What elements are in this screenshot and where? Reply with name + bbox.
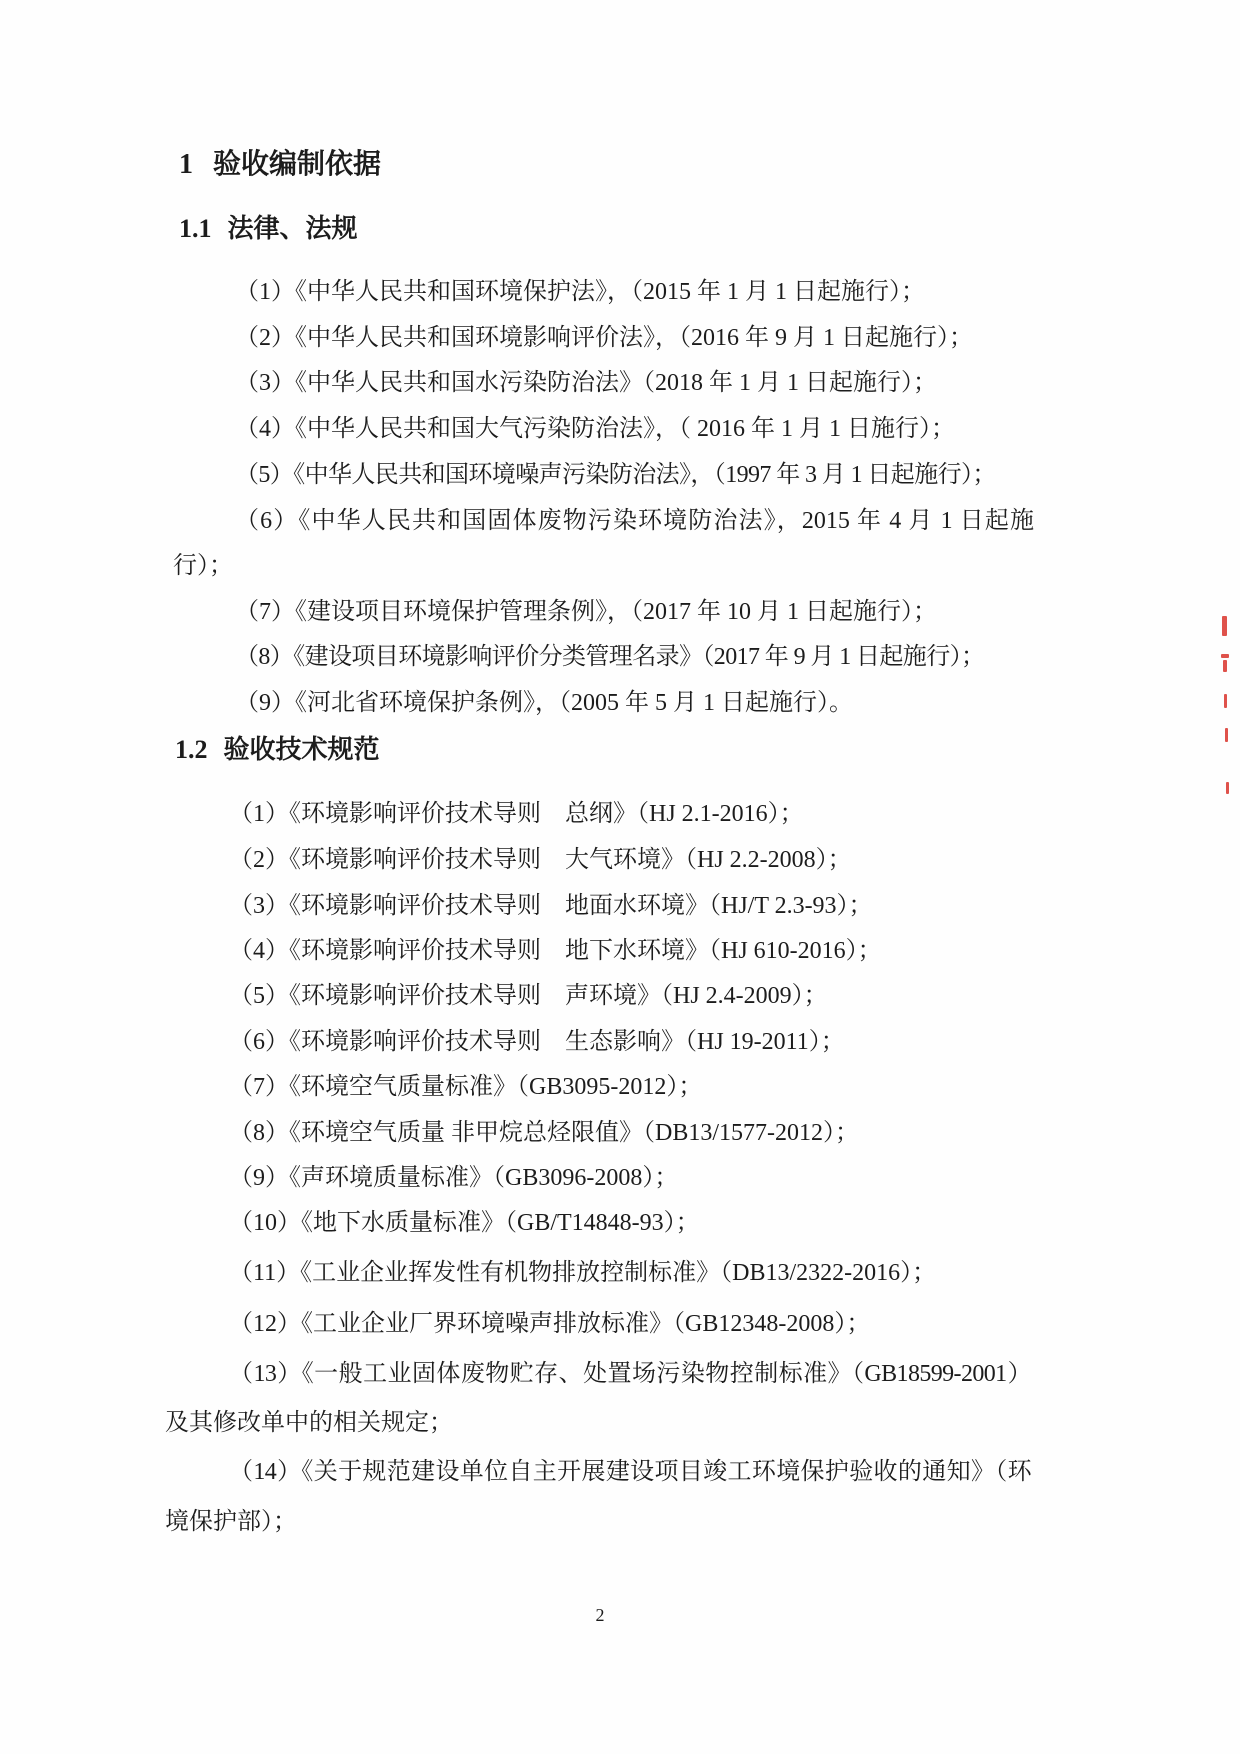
section-title: 法律、法规: [227, 214, 358, 243]
standard-item-11: （11）《工业企业挥发性有机物排放控制标准》（DB13/2322-2016）；: [229, 1260, 937, 1286]
law-item-2: （2）《中华人民共和国环境影响评价法》，（2016 年 9 月 1 日起施行）；: [235, 325, 973, 351]
section-title: 验收技术规范: [223, 735, 380, 764]
stamp-edge-mark: [1224, 694, 1227, 708]
standard-item-2: （2）《环境影响评价技术导则 大气环境》（HJ 2.2-2008）；: [229, 847, 852, 873]
standard-item-13-continuation: 及其修改单中的相关规定；: [165, 1410, 453, 1436]
law-item-1: （1）《中华人民共和国环境保护法》，（2015 年 1 月 1 日起施行）；: [235, 279, 925, 305]
standard-item-6: （6）《环境影响评价技术导则 生态影响》（HJ 19-2011）；: [229, 1029, 845, 1055]
stamp-edge-mark: [1222, 616, 1227, 636]
standard-item-4: （4）《环境影响评价技术导则 地下水环境》（HJ 610-2016）；: [229, 938, 882, 964]
standard-item-9: （9）《声环境质量标准》（GB3096-2008）；: [229, 1165, 679, 1191]
standard-item-13: （13）《一般工业固体废物贮存、处置场污染物控制标准》（GB18599-2001）: [229, 1361, 1031, 1387]
section-number: 1.1: [179, 214, 212, 243]
law-item-3: （3）《中华人民共和国水污染防治法》（2018 年 1 月 1 日起施行）；: [235, 370, 937, 396]
standard-item-14: （14）《关于规范建设单位自主开展建设项目竣工环境保护验收的通知》（环: [229, 1459, 1031, 1485]
section-heading-standards: [175, 733, 380, 767]
stamp-edge-mark: [1225, 728, 1228, 742]
chapter-heading: [179, 148, 381, 182]
chapter-title: 验收编制依据: [213, 149, 382, 180]
section-heading-laws: [179, 212, 358, 246]
section-number: 1.2: [175, 735, 208, 764]
law-item-8: （8）《建设项目环境影响评价分类管理名录》（2017 年 9 月 1 日起施行）；: [235, 644, 985, 670]
standard-item-8: （8）《环境空气质量 非甲烷总烃限值》（DB13/1577-2012）；: [229, 1120, 859, 1146]
chapter-number: 1: [179, 149, 193, 180]
stamp-edge-mark: [1223, 660, 1227, 672]
standard-item-5: （5）《环境影响评价技术导则 声环境》（HJ 2.4-2009）；: [229, 983, 828, 1009]
law-item-4: （4）《中华人民共和国大气污染防治法》，（ 2016 年 1 月 1 日施行）；: [235, 416, 955, 442]
law-item-6-continuation: 行）；: [173, 553, 233, 579]
law-item-9: （9）《河北省环境保护条例》，（2005 年 5 月 1 日起施行）。: [235, 690, 853, 716]
law-item-5: （5）《中华人民共和国环境噪声污染防治法》，（1997 年 3 月 1 日起施行）；: [235, 462, 996, 488]
law-item-7: （7）《建设项目环境保护管理条例》，（2017 年 10 月 1 日起施行）；: [235, 599, 937, 625]
stamp-edge-mark: [1221, 654, 1229, 658]
standard-item-12: （12）《工业企业厂界环境噪声排放标准》（GB12348-2008）；: [229, 1311, 871, 1337]
stamp-edge-mark: [1226, 782, 1229, 794]
law-item-6: （6）《中华人民共和国固体废物污染环境防治法》，2015 年 4 月 1 日起施: [235, 508, 1034, 534]
standard-item-10: （10）《地下水质量标准》（GB/T14848-93）；: [229, 1210, 700, 1236]
standard-item-7: （7）《环境空气质量标准》（GB3095-2012）；: [229, 1074, 703, 1100]
standard-item-1: （1）《环境影响评价技术导则 总纲》（HJ 2.1-2016）；: [229, 801, 804, 827]
standard-item-3: （3）《环境影响评价技术导则 地面水环境》（HJ/T 2.3-93）；: [229, 893, 873, 919]
standard-item-14-continuation: 境保护部）；: [165, 1509, 297, 1535]
page-number: 2: [595, 1605, 605, 1625]
